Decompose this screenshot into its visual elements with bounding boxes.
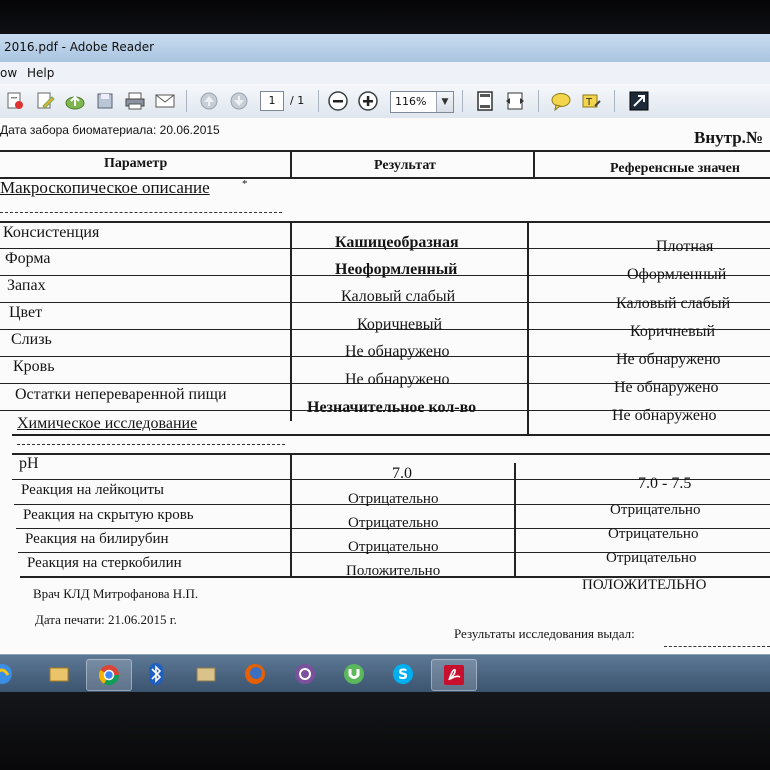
acrobat-icon[interactable] bbox=[431, 659, 477, 691]
table-border bbox=[514, 463, 516, 578]
ref-ph: 7.0 - 7.5 bbox=[638, 475, 692, 492]
param-leukocytes: Реакция на лейкоциты bbox=[21, 482, 164, 498]
toolbar-separator bbox=[538, 90, 539, 112]
create-pdf-icon[interactable] bbox=[4, 90, 26, 112]
explorer-icon[interactable] bbox=[37, 659, 81, 689]
result-color: Коричневый bbox=[357, 316, 443, 333]
result-form: Неоформленный bbox=[335, 261, 458, 278]
table-border bbox=[12, 453, 770, 455]
param-undigested-food: Остатки непереваренной пищи bbox=[15, 386, 227, 403]
dashed-divider bbox=[0, 212, 282, 213]
ref-stercobilin: ПОЛОЖИТЕЛЬНО bbox=[582, 577, 707, 593]
ref-smell: Каловый слабый bbox=[616, 295, 731, 312]
toolbar bbox=[0, 84, 770, 119]
bluetooth-icon[interactable] bbox=[134, 659, 178, 689]
menu-bar bbox=[0, 62, 770, 85]
table-border bbox=[12, 434, 770, 436]
param-bilirubin: Реакция на билирубин bbox=[25, 531, 169, 547]
utorrent-icon[interactable] bbox=[332, 659, 376, 689]
chevron-down-icon[interactable]: ▼ bbox=[436, 92, 453, 112]
toolbar-separator bbox=[318, 90, 319, 112]
internal-number-label: Внутр.№ bbox=[694, 128, 763, 147]
table-border bbox=[0, 221, 770, 223]
ref-form: Оформленный bbox=[627, 266, 727, 283]
svg-text:S: S bbox=[398, 667, 409, 683]
sample-date: Дата забора биоматериала: 20.06.2015 bbox=[0, 123, 220, 137]
ref-occult-blood: Отрицательно bbox=[608, 526, 699, 542]
zoom-value: 116% bbox=[395, 95, 427, 108]
toolbar-separator bbox=[186, 90, 187, 112]
param-form: Форма bbox=[5, 250, 51, 267]
column-header-parameter: Параметр bbox=[104, 156, 168, 171]
cloud-upload-icon[interactable] bbox=[64, 90, 86, 112]
ref-consistency: Плотная bbox=[656, 238, 714, 255]
ref-blood: Не обнаружено bbox=[614, 379, 719, 396]
result-mucus: Не обнаружено bbox=[345, 343, 450, 360]
param-ph: pH bbox=[19, 455, 39, 472]
table-border bbox=[290, 453, 292, 578]
menu-window[interactable]: ow bbox=[0, 66, 18, 80]
table-border bbox=[290, 221, 292, 421]
toolbar-separator bbox=[614, 90, 615, 112]
table-border bbox=[527, 221, 529, 434]
result-bilirubin: Отрицательно bbox=[348, 539, 439, 555]
taskbar bbox=[0, 654, 770, 693]
result-consistency: Кашицеобразная bbox=[335, 234, 459, 251]
zoom-in-icon[interactable] bbox=[357, 90, 379, 112]
chrome-icon[interactable] bbox=[86, 659, 132, 691]
viber-icon[interactable] bbox=[283, 659, 327, 689]
ref-bilirubin: Отрицательно bbox=[606, 550, 697, 566]
dashed-divider bbox=[17, 444, 285, 445]
doctor-name: Врач КЛД Митрофанова Н.П. bbox=[33, 586, 199, 601]
page-total: / 1 bbox=[290, 94, 305, 107]
result-ph: 7.0 bbox=[392, 465, 412, 482]
ref-leukocytes: Отрицательно bbox=[610, 502, 701, 518]
result-stercobilin: Положительно bbox=[346, 563, 441, 579]
previous-page-icon[interactable] bbox=[198, 90, 220, 112]
toolbar-separator bbox=[462, 90, 463, 112]
column-header-reference: Референсные значен bbox=[610, 161, 740, 176]
page-number-input[interactable]: 1 bbox=[260, 91, 284, 111]
save-icon[interactable] bbox=[94, 90, 116, 112]
monitor-bezel-top bbox=[0, 0, 770, 34]
result-undigested-food: Незначительное кол-во bbox=[307, 399, 477, 416]
result-smell: Каловый слабый bbox=[341, 288, 456, 305]
param-consistency: Консистенция bbox=[3, 224, 100, 241]
results-issued-by: Результаты исследования выдал: bbox=[454, 626, 635, 641]
param-stercobilin: Реакция на стеркобилин bbox=[27, 555, 182, 571]
section-title-chemical: Химическое исследование bbox=[17, 415, 198, 432]
highlight-text-icon[interactable] bbox=[580, 90, 602, 112]
column-header-result: Результат bbox=[374, 158, 436, 173]
param-blood: Кровь bbox=[13, 358, 55, 375]
next-page-icon[interactable] bbox=[228, 90, 250, 112]
table-border bbox=[533, 150, 535, 179]
skype-icon[interactable] bbox=[381, 659, 425, 689]
monitor-bezel-bottom bbox=[0, 692, 770, 770]
result-leukocytes: Отрицательно bbox=[348, 491, 439, 507]
fit-page-icon[interactable] bbox=[474, 90, 496, 112]
menu-help[interactable]: Help bbox=[27, 66, 55, 80]
param-occult-blood: Реакция на скрытую кровь bbox=[23, 507, 194, 523]
fit-width-icon[interactable] bbox=[504, 90, 526, 112]
document-viewport[interactable] bbox=[0, 118, 770, 654]
section-mark: * bbox=[242, 178, 248, 190]
ie-icon[interactable] bbox=[0, 659, 24, 689]
result-occult-blood: Отрицательно bbox=[348, 515, 439, 531]
print-icon[interactable] bbox=[124, 90, 146, 112]
ref-mucus: Не обнаружено bbox=[616, 351, 721, 368]
expand-icon[interactable] bbox=[628, 90, 650, 112]
signature-line bbox=[664, 646, 770, 647]
folder-icon[interactable] bbox=[184, 659, 228, 689]
edit-document-icon[interactable] bbox=[34, 90, 56, 112]
comment-icon[interactable] bbox=[550, 90, 572, 112]
window-titlebar[interactable] bbox=[0, 34, 770, 63]
zoom-out-icon[interactable] bbox=[327, 90, 349, 112]
ref-color: Коричневый bbox=[630, 323, 716, 340]
print-date: Дата печати: 21.06.2015 г. bbox=[35, 612, 177, 627]
pdf-page bbox=[0, 118, 770, 654]
zoom-select[interactable] bbox=[390, 91, 454, 113]
result-blood: Не обнаружено bbox=[345, 371, 450, 388]
svg-text:T: T bbox=[586, 97, 593, 108]
param-smell: Запах bbox=[7, 277, 46, 294]
param-mucus: Слизь bbox=[11, 331, 52, 348]
ref-undigested-food: Не обнаружено bbox=[612, 407, 717, 424]
table-border bbox=[290, 150, 292, 179]
param-color: Цвет bbox=[9, 304, 43, 321]
firefox-icon[interactable] bbox=[233, 659, 277, 689]
table-border bbox=[0, 150, 770, 152]
window-title: 2016.pdf - Adobe Reader bbox=[4, 40, 155, 54]
email-icon[interactable] bbox=[154, 90, 176, 112]
section-title-macroscopic: Макроскопическое описание bbox=[0, 178, 210, 197]
